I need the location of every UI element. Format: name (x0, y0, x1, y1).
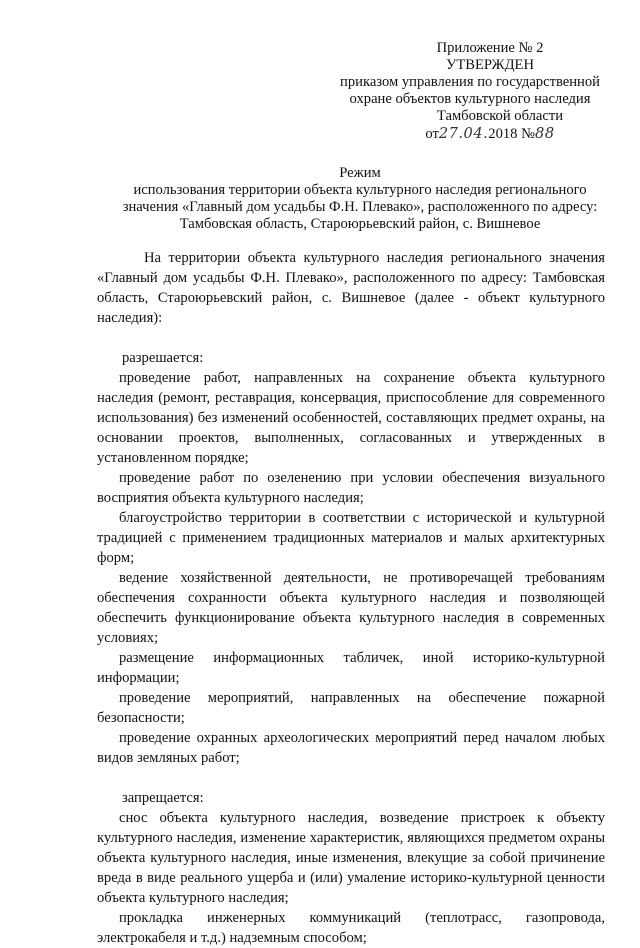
order-date-line (360, 125, 620, 143)
title-line-2: использования территории объекта культурного наследия регионального (133, 182, 587, 198)
handwritten-number: 88 (535, 125, 555, 142)
allowed-heading: разрешается: (122, 350, 204, 366)
document-title (90, 165, 630, 233)
appendix-number: Приложение № 2 (436, 40, 544, 56)
title-line-4: Тамбовская область, Староюрьевский район, с. Вишневое (179, 216, 541, 232)
number-prefix: № (521, 126, 536, 142)
approval-header (320, 40, 620, 143)
document-body (97, 248, 605, 948)
title-line-3: значения «Главный дом усадьбы Ф.Н. Плевако», расположенного по адресу: (122, 199, 598, 215)
allowed-item: благоустройство территории в соответствии с исторической и культурной традицией с применением традиционных материалов и малых архитектурных форм; (97, 510, 605, 566)
allowed-item: проведение работ, направленных на сохранение объекта культурного наследия (ремонт, реставрация, консервация, приспособление для современного использования) без изменений особенностей, составляющих предмет охраны, на основании проектов, выполненных, согласованных и утвержденных в установленном порядке; (97, 370, 605, 466)
region-line: Тамбовской области (436, 108, 564, 124)
allowed-item: размещение информационных табличек, иной историко-культурной информации; (97, 650, 605, 686)
title-line-1: Режим (339, 165, 381, 181)
forbidden-item: снос объекта культурного наследия, возведение пристроек к объекту культурного наследия, изменение характеристик, являющихся предметом охраны объекта культурного наследия, иные изменения, влекущие за собой причинение вреда в виде реального ущерба и (или) умаление историко-культурной ценности объекта культурного наследия; (97, 810, 605, 906)
allowed-item: проведение работ по озеленению при условии обеспечения визуального восприятия объекта культурного наследия; (97, 470, 605, 506)
order-line-1: приказом управления по государственной (340, 74, 600, 90)
order-line-2: охране объектов культурного наследия (349, 91, 591, 107)
handwritten-date: 27.04. (438, 125, 489, 142)
forbidden-item: прокладка инженерных коммуникаций (теплотрасс, газопровода, электрокабеля и т.д.) надземным способом; (97, 910, 605, 946)
approved-label: УТВЕРЖДЕН (446, 57, 534, 73)
allowed-item: проведение мероприятий, направленных на обеспечение пожарной безопасности; (97, 690, 605, 726)
date-year: 2018 (488, 126, 518, 142)
allowed-item: проведение охранных археологических мероприятий перед началом любых видов земляных работ; (97, 730, 605, 766)
forbidden-heading: запрещается: (122, 790, 204, 806)
intro-paragraph: На территории объекта культурного наследия регионального значения «Главный дом усадьбы Ф.Н. Плевако», расположенного по адресу: Тамбовская область, Староюрьевский район, с. Вишневое (далее - объект культурного наследия): (97, 250, 605, 326)
allowed-item: ведение хозяйственной деятельности, не противоречащей требованиям обеспечения сохранности объекта культурного наследия и позволяющей обеспечить функционирование объекта культурного наследия в современных условиях; (97, 570, 605, 646)
date-prefix: от (425, 126, 439, 142)
